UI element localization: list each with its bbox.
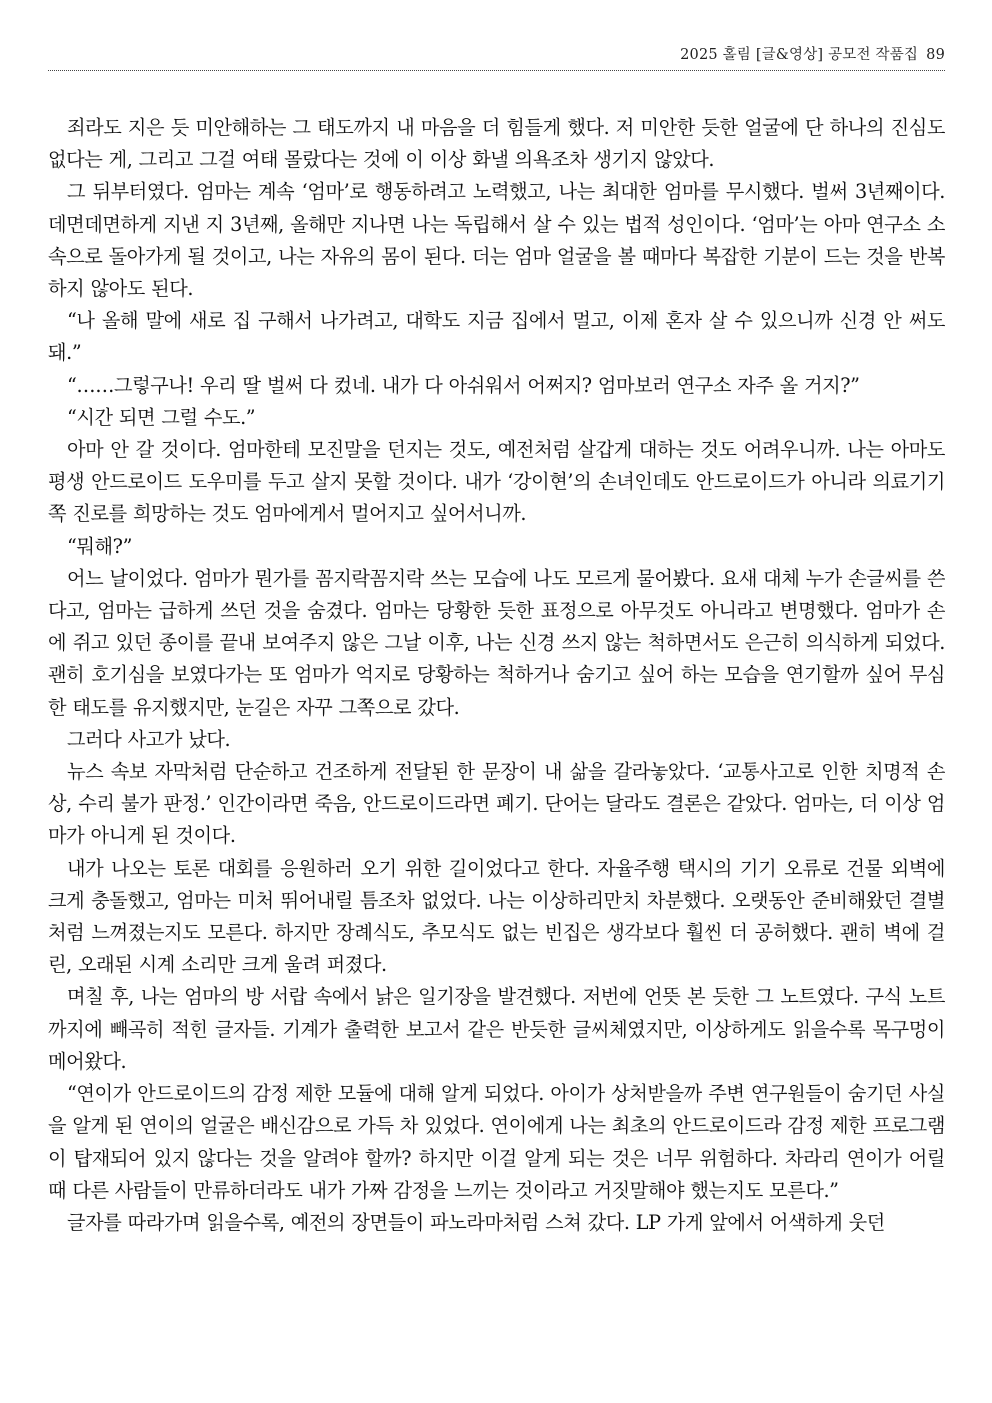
paragraph: “……그렇구나! 우리 딸 벌써 다 컸네. 내가 다 아쉬워서 어쩌지? 엄마보러 연구소 자주 올 거지?” — [67, 373, 860, 397]
body-text — [48, 112, 945, 1239]
paragraph: “뭐해?” — [67, 534, 132, 558]
paragraph: 내가 나오는 토론 대회를 응원하러 오기 위한 길이었다고 한다. 자율주행 택시의 기기 오류로 건물 외벽에 크게 충돌했고, 엄마는 미처 뛰어내릴 틈조차 없었다. 나는 이상하리만치 차분했다. 오랫동안 준비해왔던 결별처럼 느껴졌는지도 모른다. 하지만 장례식도, 추모식도 없는 빈집은 생각보다 훨씬 더 공허했다. 괜히 벽에 걸린, 오래된 시계 소리만 크게 울려 퍼졌다. — [48, 856, 945, 977]
paragraph: 며칠 후, 나는 엄마의 방 서랍 속에서 낡은 일기장을 발견했다. 저번에 언뜻 본 듯한 그 노트였다. 구식 노트까지에 빼곡히 적힌 글자들. 기계가 출력한 보고서 같은 반듯한 글씨체였지만, 이상하게도 읽을수록 목구멍이 메어왔다. — [48, 985, 945, 1073]
paragraph: 아마 안 갈 것이다. 엄마한테 모진말을 던지는 것도, 예전처럼 살갑게 대하는 것도 어려우니까. 나는 아마도 평생 안드로이드 도우미를 두고 살지 못할 것이다. 내가 ‘강이현’의 손녀인데도 안드로이드가 아니라 의료기기 쪽 진로를 희망하는 것도 엄마에게서 멀어지고 싶어서니까. — [48, 438, 945, 526]
paragraph: “나 올해 말에 새로 집 구해서 나가려고, 대학도 지금 집에서 멀고, 이제 혼자 살 수 있으니까 신경 안 써도 돼.” — [48, 309, 945, 365]
paragraph: “연이가 안드로이드의 감정 제한 모듈에 대해 알게 되었다. 아이가 상처받을까 주변 연구원들이 숨기던 사실을 알게 된 연이의 얼굴은 배신감으로 가득 차 있었다. 연이에게 나는 최초의 안드로이드라 감정 제한 프로그램이 탑재되어 있지 않다는 것을 알려야 할까? 하지만 이걸 알게 되는 것은 너무 위험하다. 차라리 연이가 어릴 때 다른 사람들이 만류하더라도 내가 가짜 감정을 느끼는 것이라고 거짓말해야 했는지도 모른다.” — [48, 1082, 945, 1202]
header-divider — [48, 70, 945, 71]
paragraph: 그 뒤부터였다. 엄마는 계속 ‘엄마’로 행동하려고 노력했고, 나는 최대한 엄마를 무시했다. 벌써 3년째이다. 데면데면하게 지낸 지 3년째, 올해만 지나면 나는 독립해서 살 수 있는 법적 성인이다. ‘엄마’는 아마 연구소 소속으로 돌아가게 될 것이고, 나는 자유의 몸이 된다. 더는 엄마 얼굴을 볼 때마다 복잡한 기분이 드는 것을 반복하지 않아도 된다. — [48, 180, 945, 301]
paragraph: “시간 되면 그럴 수도.” — [67, 405, 256, 429]
running-header — [48, 44, 945, 70]
paragraph: 글자를 따라가며 읽을수록, 예전의 장면들이 파노라마처럼 스쳐 갔다. LP 가게 앞에서 어색하게 웃던 — [67, 1210, 885, 1234]
paragraph: 어느 날이었다. 엄마가 뭔가를 꼼지락꼼지락 쓰는 모습에 나도 모르게 물어봤다. 요새 대체 누가 손글씨를 쓴다고, 엄마는 급하게 쓰던 것을 숨겼다. 엄마는 당황한 듯한 표정으로 아무것도 아니라고 변명했다. 엄마가 손에 쥐고 있던 종이를 끝내 보여주지 않은 그날 이후, 나는 신경 쓰지 않는 척하면서도 은근히 의식하게 되었다. 괜히 호기심을 보였다가는 또 엄마가 억지로 당황하는 척하거나 숨기고 싶어 하는 모습을 연기할까 싶어 무심한 태도를 유지했지만, 눈길은 자꾸 그쪽으로 갔다. — [48, 566, 945, 719]
paragraph: 뉴스 속보 자막처럼 단순하고 건조하게 전달된 한 문장이 내 삶을 갈라놓았다. ‘교통사고로 인한 치명적 손상, 수리 불가 판정.’ 인간이라면 죽음, 안드로이드라면 폐기. 단어는 달라도 결론은 같았다. 엄마는, 더 이상 엄마가 아니게 된 것이다. — [48, 760, 945, 848]
running-title: 2025 홀림 [글&영상] 공모전 작품집 — [680, 47, 919, 63]
page-number: 89 — [926, 47, 945, 63]
paragraph: 죄라도 지은 듯 미안해하는 그 태도까지 내 마음을 더 힘들게 했다. 저 미안한 듯한 얼굴에 단 하나의 진심도 없다는 게, 그리고 그걸 여태 몰랐다는 것에 이 이상 화낼 의욕조차 생기지 않았다. — [48, 116, 945, 172]
paragraph: 그러다 사고가 났다. — [67, 727, 231, 751]
